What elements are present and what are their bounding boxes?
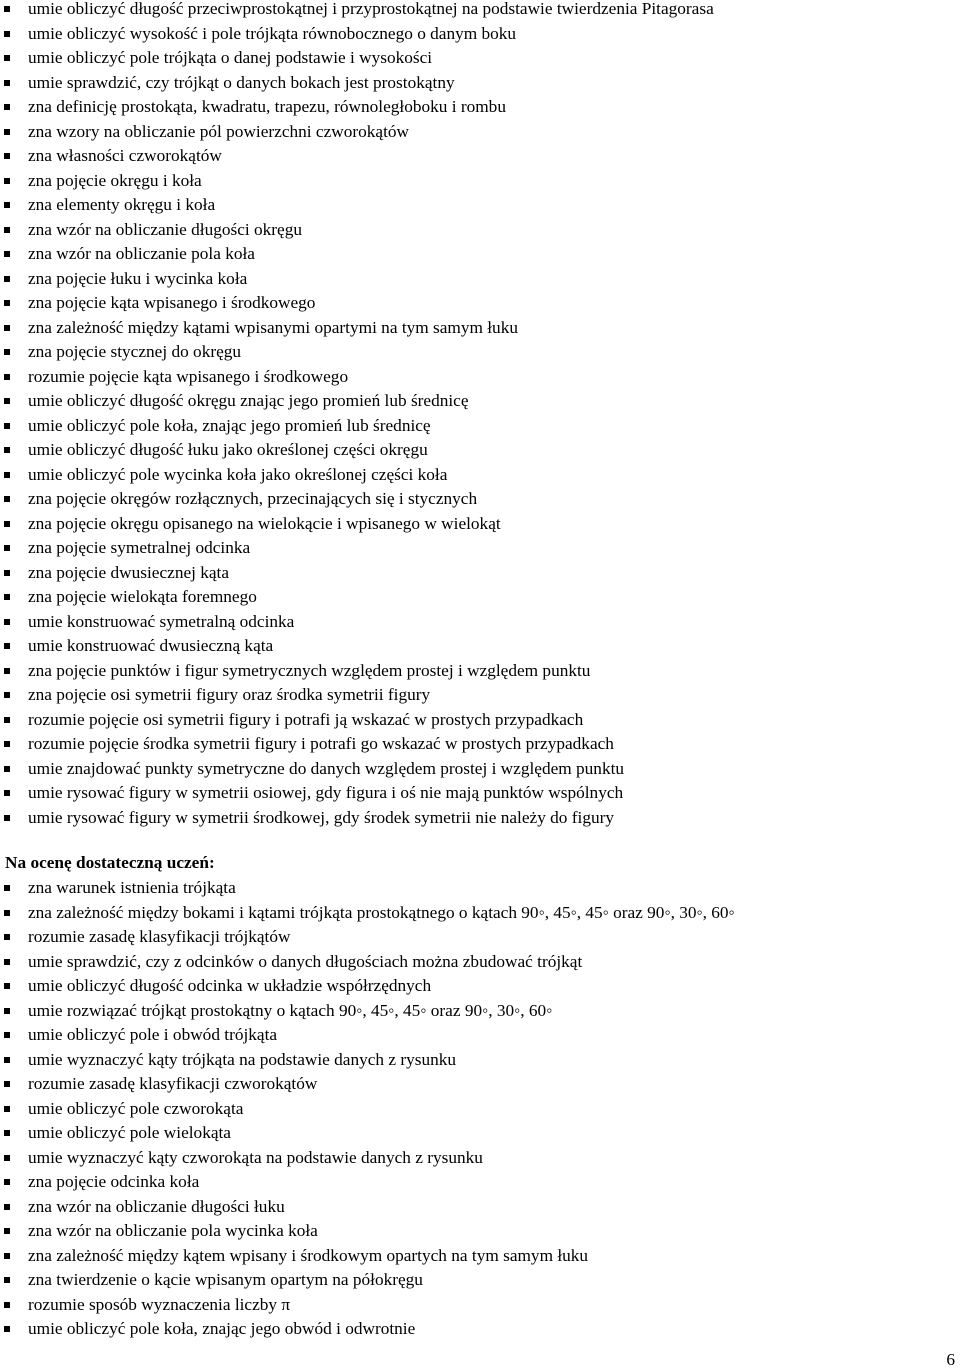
list-item: rozumie sposób wyznaczenia liczby π [0, 1293, 960, 1318]
list-item: zna własności czworokątów [0, 144, 960, 169]
list-item: zna wzór na obliczanie pola koła [0, 242, 960, 267]
list-item: zna zależność między kątami wpisanymi opartymi na tym samym łuku [0, 316, 960, 341]
list-item: umie obliczyć długość łuku jako określonej części okręgu [0, 438, 960, 463]
list-item: zna zależność między bokami i kątami trójkąta prostokątnego o kątach 90◦, 45◦, 45◦ oraz 90◦, 30◦, 60◦ [0, 901, 960, 926]
list-item: zna pojęcie odcinka koła [0, 1170, 960, 1195]
list-item: umie rysować figury w symetrii osiowej, gdy figura i oś nie mają punktów wspólnych [0, 781, 960, 806]
list-item: umie konstruować symetralną odcinka [0, 610, 960, 635]
list-item: umie wyznaczyć kąty trójkąta na podstawie danych z rysunku [0, 1048, 960, 1073]
list-item: zna zależność między kątem wpisany i środkowym opartych na tym samym łuku [0, 1244, 960, 1269]
list-item: rozumie pojęcie kąta wpisanego i środkowego [0, 365, 960, 390]
list-item: zna elementy okręgu i koła [0, 193, 960, 218]
list-item: umie konstruować dwusieczną kąta [0, 634, 960, 659]
list-item: umie wyznaczyć kąty czworokąta na podstawie danych z rysunku [0, 1146, 960, 1171]
list-item: zna wzór na obliczanie długości łuku [0, 1195, 960, 1220]
list-item: umie obliczyć pole i obwód trójkąta [0, 1023, 960, 1048]
list-item: zna twierdzenie o kącie wpisanym opartym na półokręgu [0, 1268, 960, 1293]
list-item: umie obliczyć pole trójkąta o danej podstawie i wysokości [0, 46, 960, 71]
list-item: umie obliczyć pole koła, znając jego promień lub średnicę [0, 414, 960, 439]
list-item: zna warunek istnienia trójkąta [0, 876, 960, 901]
list-item: umie obliczyć wysokość i pole trójkąta równobocznego o danym boku [0, 22, 960, 47]
list-item: zna pojęcie symetralnej odcinka [0, 536, 960, 561]
list-item: umie rozwiązać trójkąt prostokątny o kątach 90◦, 45◦, 45◦ oraz 90◦, 30◦, 60◦ [0, 999, 960, 1024]
list-item: umie obliczyć długość odcinka w układzie współrzędnych [0, 974, 960, 999]
list-item: zna pojęcie stycznej do okręgu [0, 340, 960, 365]
list-item: umie obliczyć pole wycinka koła jako określonej części koła [0, 463, 960, 488]
list-item: zna pojęcie punktów i figur symetrycznych względem prostej i względem punktu [0, 659, 960, 684]
list-item: zna wzory na obliczanie pól powierzchni czworokątów [0, 120, 960, 145]
list-item: umie rysować figury w symetrii środkowej, gdy środek symetrii nie należy do figury [0, 806, 960, 831]
list-item: zna wzór na obliczanie długości okręgu [0, 218, 960, 243]
section-heading: Na ocenę dostateczną uczeń: [5, 853, 215, 872]
list-item: zna definicję prostokąta, kwadratu, trapezu, równoległoboku i rombu [0, 95, 960, 120]
list-item: zna pojęcie okręgu i koła [0, 169, 960, 194]
list-item: umie obliczyć długość okręgu znając jego promień lub średnicę [0, 389, 960, 414]
list-item: zna pojęcie okręgu opisanego na wielokącie i wpisanego w wielokąt [0, 512, 960, 537]
list-item: zna pojęcie wielokąta foremnego [0, 585, 960, 610]
list-item: umie obliczyć pole czworokąta [0, 1097, 960, 1122]
list-item: zna pojęcie łuku i wycinka koła [0, 267, 960, 292]
requirements-list-2 [0, 876, 960, 1342]
list-item: umie obliczyć długość przeciwprostokątnej i przyprostokątnej na podstawie twierdzenia Pitagorasa [0, 0, 960, 22]
list-item: zna pojęcie okręgów rozłącznych, przecinających się i stycznych [0, 487, 960, 512]
page-number: 6 [946, 1350, 955, 1369]
list-item: umie obliczyć pole koła, znając jego obwód i odwrotnie [0, 1317, 960, 1342]
list-item: zna pojęcie dwusiecznej kąta [0, 561, 960, 586]
list-item: rozumie zasadę klasyfikacji czworokątów [0, 1072, 960, 1097]
list-item: umie sprawdzić, czy trójkąt o danych bokach jest prostokątny [0, 71, 960, 96]
list-item: zna pojęcie osi symetrii figury oraz środka symetrii figury [0, 683, 960, 708]
list-item: rozumie zasadę klasyfikacji trójkątów [0, 925, 960, 950]
list-item: umie obliczyć pole wielokąta [0, 1121, 960, 1146]
list-item: umie znajdować punkty symetryczne do danych względem prostej i względem punktu [0, 757, 960, 782]
list-item: zna pojęcie kąta wpisanego i środkowego [0, 291, 960, 316]
list-item: umie sprawdzić, czy z odcinków o danych długościach można zbudować trójkąt [0, 950, 960, 975]
list-item: rozumie pojęcie środka symetrii figury i potrafi go wskazać w prostych przypadkach [0, 732, 960, 757]
list-item: zna wzór na obliczanie pola wycinka koła [0, 1219, 960, 1244]
list-item: rozumie pojęcie osi symetrii figury i potrafi ją wskazać w prostych przypadkach [0, 708, 960, 733]
